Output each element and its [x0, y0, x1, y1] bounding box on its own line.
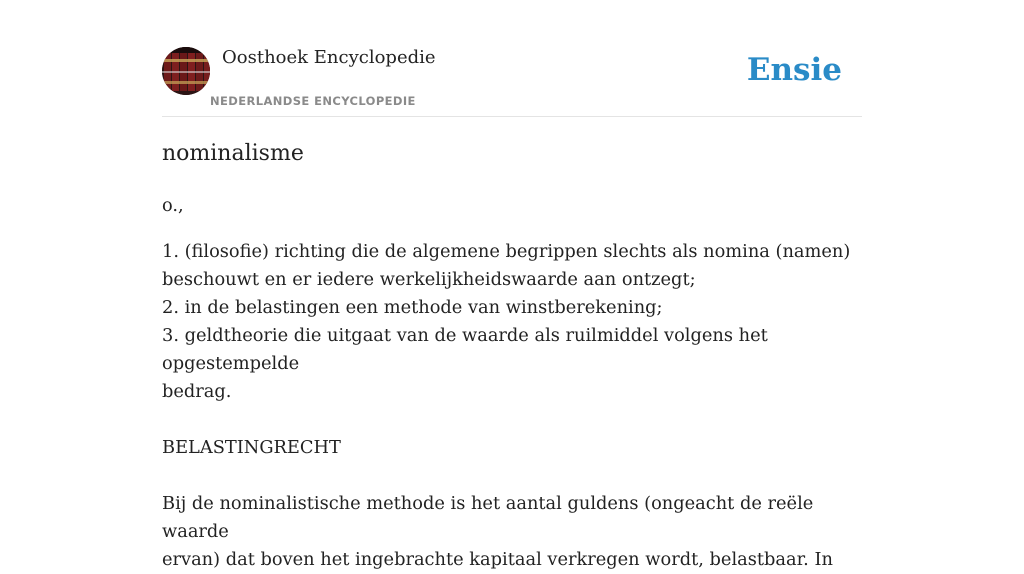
ensie-brand-link[interactable]: Ensie — [746, 52, 842, 88]
article-body — [162, 192, 862, 574]
definition-line: 3. geldtheorie die uitgaat van de waarde als ruilmiddel volgens het opgestempelde — [162, 325, 768, 374]
spacer — [162, 406, 862, 434]
site-title[interactable]: Oosthoek Encyclopedie — [222, 47, 436, 68]
definition-line: 2. in de belastingen een methode van winstberekening; — [162, 297, 663, 318]
encyclopedia-books-icon[interactable] — [162, 47, 210, 95]
site-subtitle: NEDERLANDSE ENCYCLOPEDIE — [210, 94, 416, 108]
definition-line: beschouwt en er iedere werkelijkheidswaarde aan ontzegt; — [162, 269, 696, 290]
site-header — [162, 40, 862, 117]
paragraph-line: Bij de nominalistische methode is het aantal guldens (ongeacht de reële waarde — [162, 493, 814, 542]
spacer — [162, 462, 862, 490]
definition-line: 1. (filosofie) richting die de algemene begrippen slechts als nomina (namen) — [162, 241, 851, 262]
lemma-title: nominalisme — [162, 141, 304, 166]
definition-line: bedrag. — [162, 381, 232, 402]
grammar-note: o., — [162, 195, 184, 216]
paragraph-line: ervan) dat boven het ingebrachte kapitaal verkregen wordt, belastbaar. In — [162, 549, 833, 570]
section-heading: BELASTINGRECHT — [162, 437, 341, 458]
